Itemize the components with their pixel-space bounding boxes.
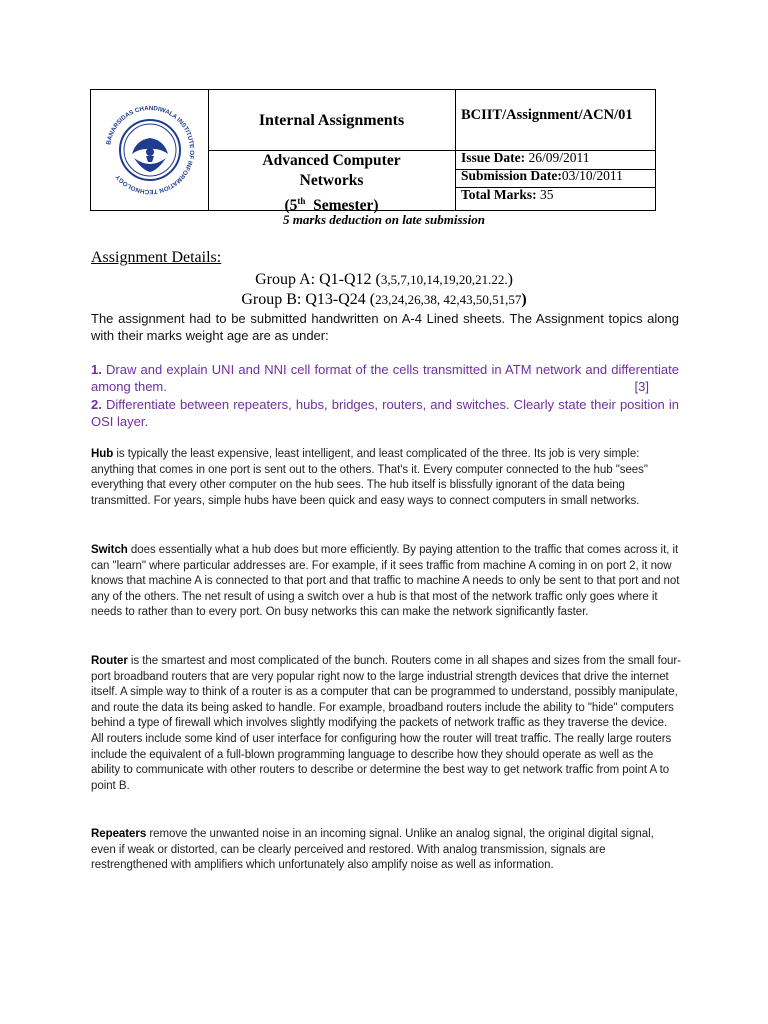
switch-text: does essentially what a hub does but more efficiently. By paying attention to the traffic that comes across it, it can "learn" where particular addresses are. For example, if it sees traffic from machine A coming in on port 2, it now knows that machine A is connected to that port and that traffic to machine A needs to only be sent to that port and not any of the others. The net result of using a switch over a hub is that most of the network traffic only goes where it needs to rather than to every port. On busy networks this can make the network significantly faster. <box>91 544 680 619</box>
issue-date <box>461 150 590 166</box>
course-line-1: Advanced Computer <box>262 152 401 169</box>
router-paragraph <box>91 654 681 794</box>
group-b-close: ) <box>521 291 527 308</box>
question-2-text: Differentiate between repeaters, hubs, bridges, routers, and switches. Clearly state their position in OSI layer. <box>91 397 679 429</box>
group-b-label: Group B: Q13-Q24 ( <box>241 291 376 308</box>
question-1-marks: [3] <box>634 379 649 394</box>
router-text: is the smartest and most complicated of the bunch. Routers come in all shapes and sizes from the small four-port broadband routers that are very popular right now to the large industrial strength devices that drive the internet itself. A simple way to think of a router is as a computer that can be programmed to understand, possibly manipulate, and route the data its being asked to handle. For example, broadband routers include the ability to "hide" computers behind a type of firewall which involves slightly modifying the packets of network traffic as they traverse the device. All routers include some kind of user interface for configuring how the router will treat traffic. The really large routers include the equivalent of a full-blown programming language to describe how they should operate as well as the ability to communicate with other routers to describe or determine the best way to get network traffic from point A to point B. <box>91 655 681 792</box>
issue-date-label: Issue Date: <box>461 150 526 165</box>
total-marks <box>461 187 554 203</box>
semester-sup: th <box>297 196 306 206</box>
total-marks-value: 35 <box>540 187 554 202</box>
group-a-numbers: 3,5,7,10,14,19,20,21.22. <box>380 272 508 287</box>
assignment-code: BCIIT/Assignment/ACN/01 <box>461 107 633 123</box>
group-a-close: ) <box>507 271 513 288</box>
repeaters-text: remove the unwanted noise in an incoming signal. Unlike an analog signal, the original digital signal, even if weak or distorted, can be clearly perceived and restored. With analog transmission, signals are restrengthened with amplifiers which unfortunately also amplify noise as well as information. <box>91 828 654 872</box>
question-1-text: Draw and explain UNI and NNI cell format of the cells transmitted in ATM network and differentiate among them. <box>91 362 679 394</box>
submission-date <box>461 168 623 184</box>
semester-suffix: Semester) <box>313 197 379 215</box>
question-1-number: 1. <box>91 362 102 377</box>
institute-logo <box>96 92 204 208</box>
hub-text: is typically the least expensive, least intelligent, and least complicated of the three. Its job is very simple: anything that comes in one port is sent out to the others. That's it. Every computer connected to the hub "sees" everything that every other computer on the hub sees. The hub itself is blissfully ignorant of the data being transmitted. For years, simple hubs have been quick and easy ways to connect computers in small networks. <box>91 448 648 507</box>
group-a <box>0 271 768 289</box>
assignment-intro: The assignment had to be submitted handwritten on A-4 Lined sheets. The Assignment topics along with their marks weight age are as under: <box>91 311 679 343</box>
group-b-numbers: 23,24,26,38, 42,43,50,51,57 <box>375 292 522 307</box>
assignment-details-heading: Assignment Details: <box>91 249 222 266</box>
group-b <box>0 291 768 309</box>
router-term: Router <box>91 655 128 667</box>
repeaters-paragraph <box>91 827 681 874</box>
hub-term: Hub <box>91 448 114 460</box>
semester-prefix: (5 <box>284 197 298 215</box>
question-2-number: 2. <box>91 397 102 412</box>
submission-date-label: Submission Date: <box>461 168 562 183</box>
question-1 <box>91 361 679 395</box>
repeaters-term: Repeaters <box>91 828 147 840</box>
question-2 <box>91 396 679 430</box>
switch-term: Switch <box>91 544 128 556</box>
header-title: Internal Assignments <box>258 112 405 129</box>
logo-text: BANARSIDAS CHANDIWALA INSTITUTE OF INFORMATION TECHNOLOGY <box>105 104 196 196</box>
total-marks-label: Total Marks: <box>461 187 537 202</box>
issue-date-value: 26/09/2011 <box>528 150 590 165</box>
deduction-note: 5 marks deduction on late submission <box>283 212 485 227</box>
switch-paragraph <box>91 543 681 621</box>
course-line-2: Networks <box>299 172 364 189</box>
hub-paragraph <box>91 447 681 509</box>
course-name <box>209 151 454 216</box>
submission-date-value: 03/10/2011 <box>561 168 623 183</box>
group-a-label: Group A: Q1-Q12 ( <box>255 271 381 288</box>
